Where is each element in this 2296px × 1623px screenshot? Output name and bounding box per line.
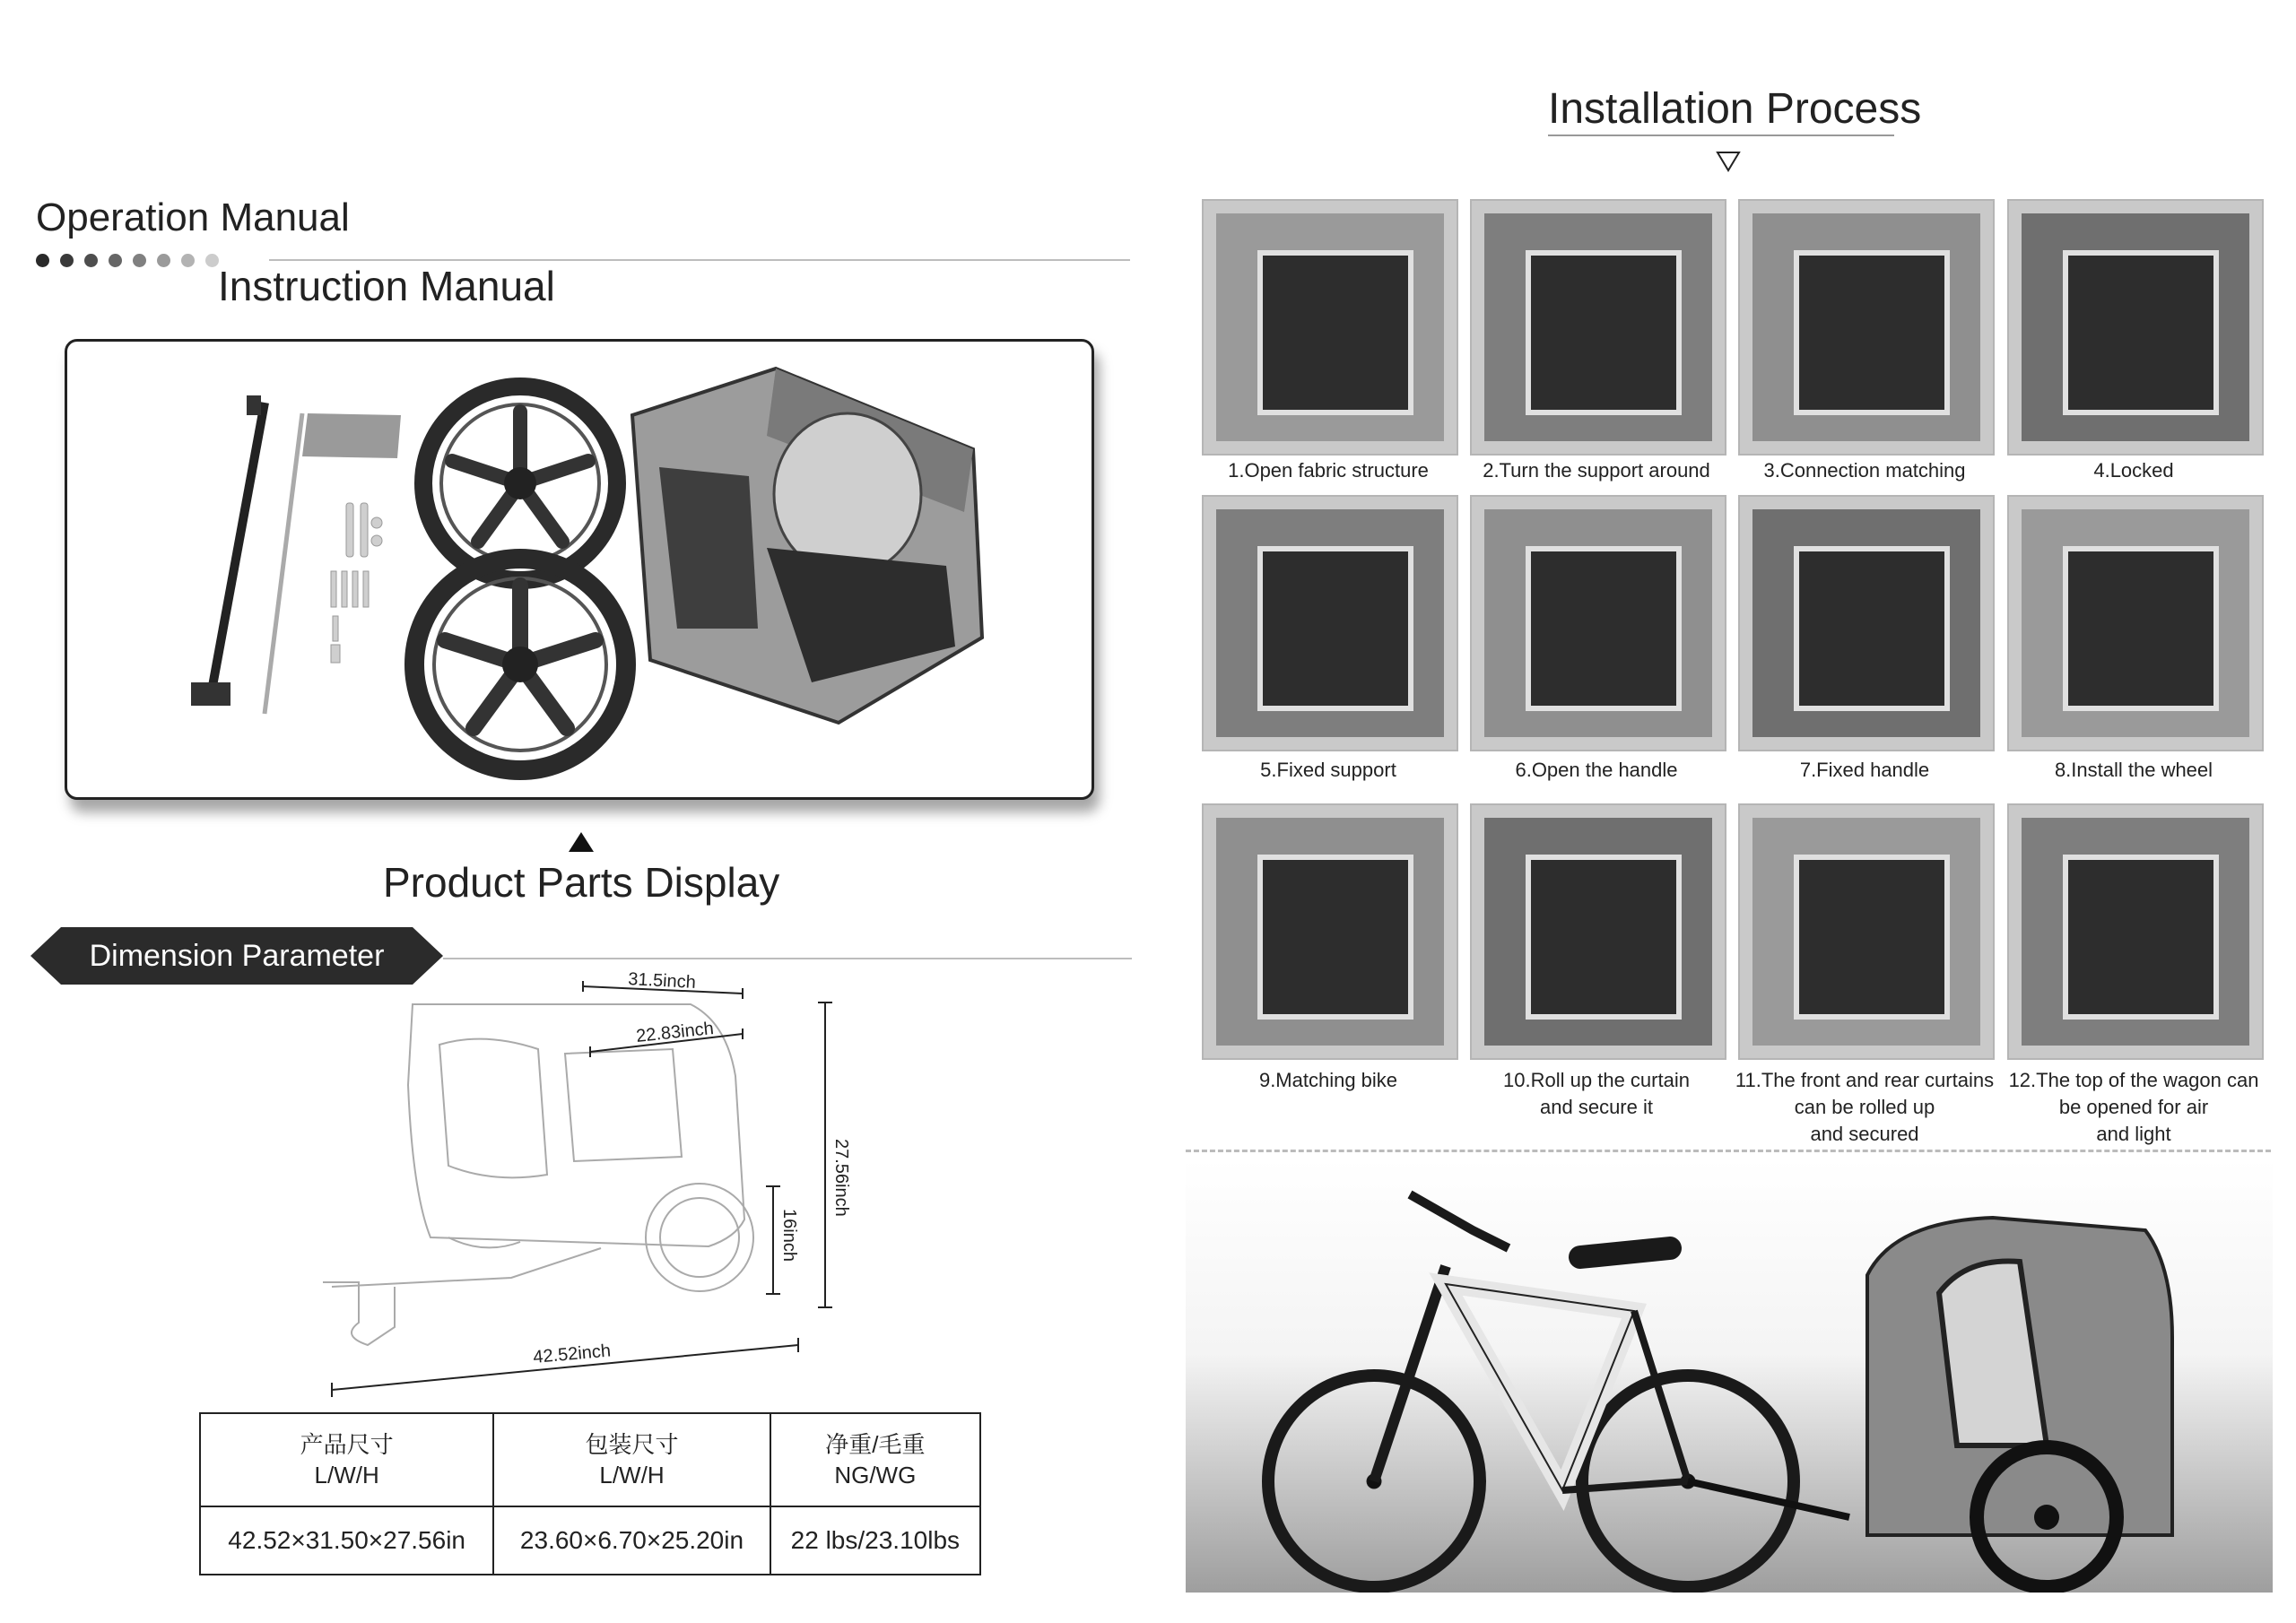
triangle-up-icon xyxy=(569,832,594,852)
step-photo xyxy=(2022,213,2249,441)
step-photo xyxy=(1484,509,1712,737)
step-11-image xyxy=(1738,803,1995,1060)
step-2-image xyxy=(1470,199,1726,456)
spec-table-value-row xyxy=(200,1506,980,1575)
decorative-dot xyxy=(109,254,122,267)
spec-table-header-row xyxy=(200,1413,980,1506)
instruction-manual-title: Instruction Manual xyxy=(218,263,555,309)
installation-title-underline xyxy=(1548,135,1894,136)
step-10-image xyxy=(1470,803,1726,1060)
step-photo xyxy=(1484,818,1712,1046)
step-photo-subject xyxy=(1257,546,1414,712)
trailer xyxy=(1867,1218,2172,1587)
step-4-caption: 4.Locked xyxy=(2093,459,2174,482)
dimension-divider xyxy=(443,958,1132,959)
step-photo xyxy=(1484,213,1712,441)
step-7-caption: 7.Fixed handle xyxy=(1799,759,1930,781)
step-6-caption: 6.Open the handle xyxy=(1515,759,1678,781)
step-5-image xyxy=(1202,495,1458,751)
step-1-image xyxy=(1202,199,1458,456)
step-2-caption: 2.Turn the support around xyxy=(1483,459,1710,482)
header-line1: 净重/毛重 xyxy=(825,1431,926,1458)
decorative-dot xyxy=(36,254,49,267)
step-1-caption: 1.Open fabric structure xyxy=(1228,459,1429,482)
spec-value-product-size: 42.52×31.50×27.56in xyxy=(200,1506,493,1575)
spec-value-package-size: 23.60×6.70×25.20in xyxy=(493,1506,770,1575)
dim-height: 27.56inch xyxy=(831,1139,851,1217)
step-6-image xyxy=(1470,495,1726,751)
step-3-caption: 3.Connection matching xyxy=(1763,459,1966,482)
triangle-down-icon xyxy=(1716,151,1741,172)
header-line1: 产品尺寸 xyxy=(300,1431,394,1458)
step-photo-subject xyxy=(2063,250,2220,416)
dim-length: 42.52inch xyxy=(532,1341,612,1367)
decorative-dot xyxy=(205,254,219,267)
safety-flag-part xyxy=(265,413,401,714)
header-divider xyxy=(269,259,1130,261)
step-photo-subject xyxy=(1526,250,1683,416)
step-photo xyxy=(1216,818,1444,1046)
dim-width-inner: 22.83inch xyxy=(635,1019,715,1046)
step-photo xyxy=(1752,509,1980,737)
bike-with-trailer-photo xyxy=(1186,1159,2273,1593)
header-line2: L/W/H xyxy=(599,1462,665,1488)
trailer-outline xyxy=(323,1004,753,1345)
step-11-caption: 11.The front and rear curtains can be rolled up and secured xyxy=(1735,1069,1995,1145)
step-3-image xyxy=(1738,199,1995,456)
installation-process-title: Installation Process xyxy=(1548,85,1922,133)
step-9-caption: 9.Matching bike xyxy=(1258,1069,1398,1091)
folded-trailer-body xyxy=(632,369,982,723)
decorative-dot xyxy=(181,254,195,267)
dimension-parameter-title: Dimension Parameter xyxy=(89,939,385,973)
bolts-and-pins xyxy=(331,503,382,663)
step-photo xyxy=(2022,818,2249,1046)
dim-wheel: 16inch xyxy=(779,1209,799,1262)
decorative-dot xyxy=(133,254,146,267)
spec-table xyxy=(199,1412,981,1575)
step-5-caption: 5.Fixed support xyxy=(1260,759,1396,781)
step-photo-subject xyxy=(1794,546,1951,712)
step-photo xyxy=(2022,509,2249,737)
spec-value-weight: 22 lbs/23.10lbs xyxy=(770,1506,980,1575)
step-photo-subject xyxy=(1257,250,1414,416)
product-parts-display-title: Product Parts Display xyxy=(383,859,780,906)
step-8-caption: 8.Install the wheel xyxy=(2054,759,2213,781)
step-photo xyxy=(1216,213,1444,441)
wheel-part-lower xyxy=(414,559,626,770)
header-line2: NG/WG xyxy=(834,1462,917,1488)
decorative-dots xyxy=(36,251,219,269)
decorative-dot xyxy=(84,254,98,267)
dim-width-top: 31.5inch xyxy=(627,969,697,993)
step-photo-subject xyxy=(1526,546,1683,712)
step-photo-subject xyxy=(1257,855,1414,1020)
step-12-image xyxy=(2007,803,2264,1060)
spec-header-weight xyxy=(770,1413,980,1506)
step-photo xyxy=(1752,818,1980,1046)
spec-header-package-size xyxy=(493,1413,770,1506)
operation-manual-title: Operation Manual xyxy=(36,195,350,239)
step-photo xyxy=(1216,509,1444,737)
step-8-image xyxy=(2007,495,2264,751)
dimension-drawing xyxy=(305,968,879,1399)
step-10-caption: 10.Roll up the curtain and secure it xyxy=(1503,1069,1690,1118)
step-7-image xyxy=(1738,495,1995,751)
decorative-dot xyxy=(60,254,74,267)
header-line2: L/W/H xyxy=(314,1462,379,1488)
tow-bar-part xyxy=(191,395,265,706)
decorative-dot xyxy=(157,254,170,267)
step-photo-subject xyxy=(2063,855,2220,1020)
dimension-lines xyxy=(332,981,832,1397)
step-photo-subject xyxy=(1794,250,1951,416)
step-photo-subject xyxy=(1526,855,1683,1020)
step-photo-subject xyxy=(2063,546,2220,712)
parts-display-panel xyxy=(65,339,1094,800)
step-9-image xyxy=(1202,803,1458,1060)
header-line1: 包装尺寸 xyxy=(585,1431,679,1458)
dashed-divider xyxy=(1186,1150,2271,1152)
parts-illustration xyxy=(67,342,1091,797)
step-4-image xyxy=(2007,199,2264,456)
step-12-caption: 12.The top of the wagon can be opened for air and light xyxy=(2008,1069,2259,1145)
step-photo xyxy=(1752,213,1980,441)
spec-header-product-size xyxy=(200,1413,493,1506)
step-photo-subject xyxy=(1794,855,1951,1020)
